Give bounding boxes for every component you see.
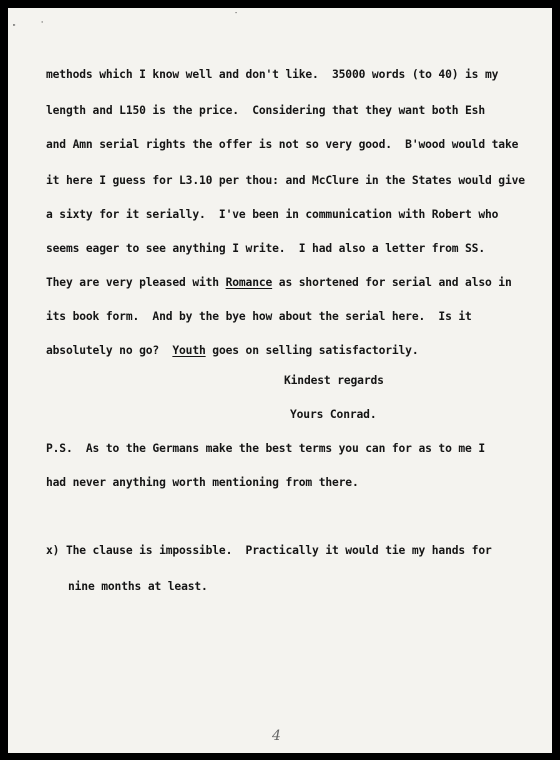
footnote-line-1: x) The clause is impossible. Practically it would tie my hands for <box>46 544 492 557</box>
title-youth: Youth <box>172 344 206 357</box>
footnote-line-2: nine months at least. <box>68 580 208 593</box>
body-line-1: methods which I know well and don't like. 35000 words (to 40) is my <box>46 68 499 81</box>
title-romance: Romance <box>225 276 273 289</box>
page-number: 4 <box>272 728 281 744</box>
corner-mark: " <box>12 23 17 31</box>
letter-page <box>8 8 552 753</box>
body-text: goes on selling satisfactorily. <box>205 344 419 357</box>
body-line-6: seems eager to see anything I write. I had also a letter from SS. <box>46 242 485 255</box>
body-line-7 <box>46 276 512 290</box>
corner-mark: ' <box>40 20 45 28</box>
closing: Kindest regards <box>284 374 384 387</box>
corner-mark: - <box>234 9 239 17</box>
body-text: as shortened for serial and also in <box>272 276 512 289</box>
body-line-2: length and L150 is the price. Considering that they want both Esh <box>46 104 485 117</box>
body-text: They are very pleased with <box>46 276 226 289</box>
signature: Yours Conrad. <box>290 408 377 421</box>
body-line-9 <box>46 344 418 358</box>
body-line-4: it here I guess for L3.10 per thou: and McClure in the States would give <box>46 174 525 187</box>
body-line-5: a sixty for it serially. I've been in communication with Robert who <box>46 208 499 221</box>
body-line-3: and Amn serial rights the offer is not so very good. B'wood would take <box>46 138 519 151</box>
body-text: absolutely no go? <box>46 344 173 357</box>
postscript-line-2: had never anything worth mentioning from there. <box>46 476 359 489</box>
postscript-line-1: P.S. As to the Germans make the best terms you can for as to me I <box>46 442 485 455</box>
body-line-8: its book form. And by the bye how about the serial here. Is it <box>46 310 472 323</box>
